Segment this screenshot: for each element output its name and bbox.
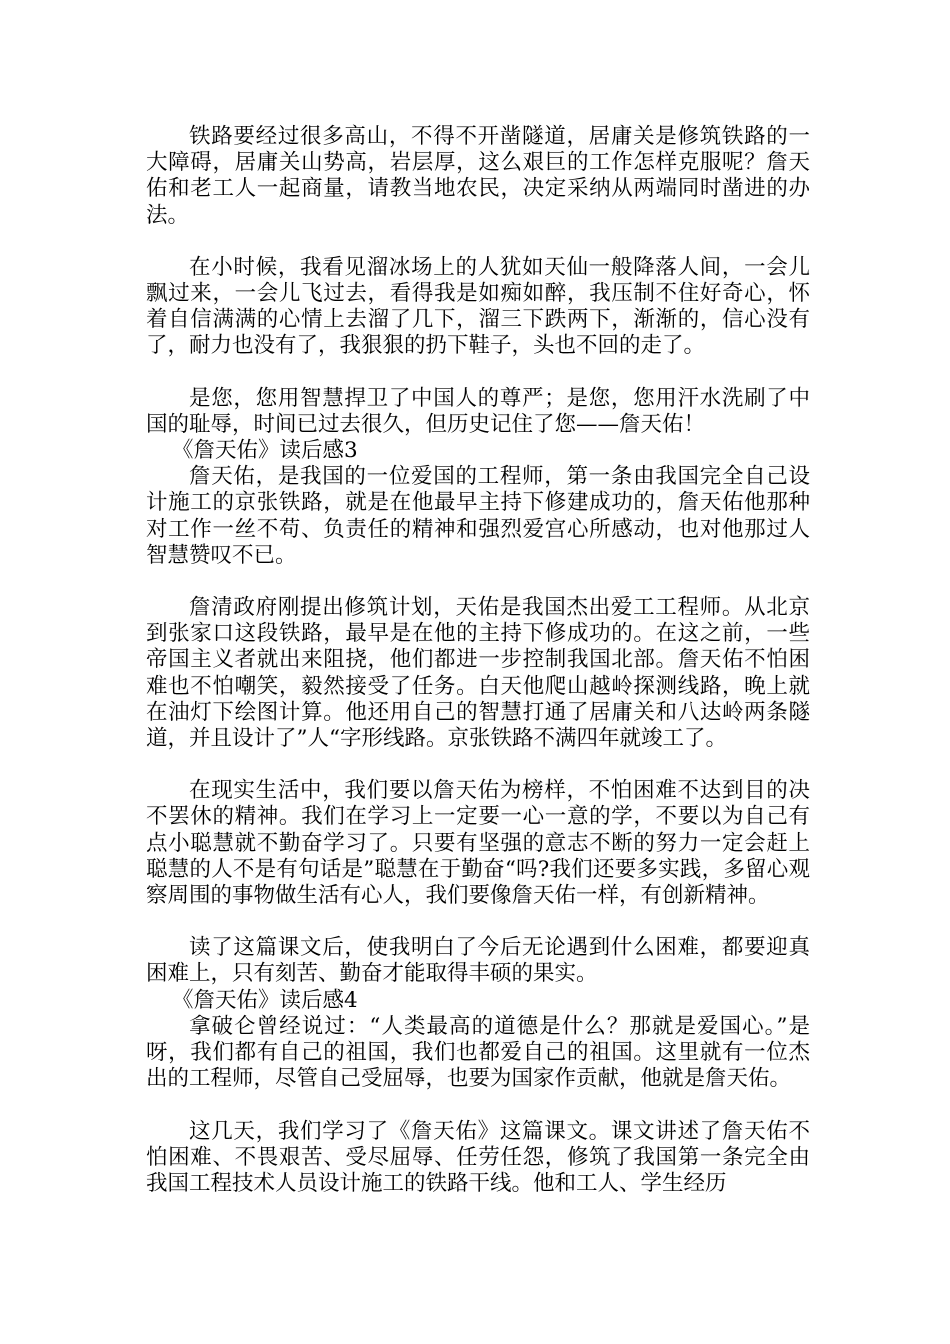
section-heading: 《詹天佑》读后感4 xyxy=(172,987,358,1013)
paragraph: 在现实生活中，我们要以詹天佑为榜样，不怕困难不达到目的决不罢休的精神。我们在学习上一定要一心一意的学，不要以为自己有点小聪慧就不勤奋学习了。只要有坚强的意志不断的努力一定会赶上聪慧的人不是有句话是”聪慧在于勤奋“吗?我们还要多实践，多留心观察周围的事物做生活有心人，我们要像詹天佑一样，有创新精神。 xyxy=(146,778,810,909)
paragraph-gap xyxy=(146,360,810,386)
paragraph-gap xyxy=(146,569,810,595)
paragraph: 詹天佑，是我国的一位爱国的工程师，第一条由我国完全自己设计施工的京张铁路，就是在他最早主持下修建成功的，詹天佑他那种对工作一丝不苟、负责任的精神和强烈爱宫心所感动，也对他那过人智慧赞叹不已。 xyxy=(146,464,810,568)
paragraph: 詹清政府刚提出修筑计划，天佑是我国杰出爱工工程师。从北京到张家口这段铁路，最早是在他的主持下修成功的。在这之前，一些帝国主义者就出来阻挠，他们都进一步控制我国北部。詹天佑不怕困难也不怕嘲笑，毅然接受了任务。白天他爬山越岭探测线路，晚上就在油灯下绘图计算。他还用自己的智慧打通了居庸关和八达岭两条隧道，并且设计了”人“字形线路。京张铁路不满四年就竣工了。 xyxy=(146,595,810,752)
paragraph: 铁路要经过很多高山，不得不开凿隧道，居庸关是修筑铁路的一大障碍，居庸关山势高，岩层厚，这么艰巨的工作怎样克服呢？詹天佑和老工人一起商量，请教当地农民，决定采纳从两端同时凿进的办法。 xyxy=(146,124,810,228)
paragraph-gap xyxy=(146,229,810,255)
document-body xyxy=(146,124,810,1197)
paragraph-gap xyxy=(146,752,810,778)
paragraph: 这几天，我们学习了《詹天佑》这篇课文。课文讲述了詹天佑不怕困难、不畏艰苦、受尽屈辱、任劳任怨，修筑了我国第一条完全由我国工程技术人员设计施工的铁路干线。他和工人、学生经历 xyxy=(146,1118,810,1196)
paragraph: 在小时候，我看见溜冰场上的人犹如天仙一般降落人间，一会儿飘过来，一会儿飞过去，看得我是如痴如醉，我压制不住好奇心，怀着自信满满的心情上去溜了几下，溜三下跌两下，渐渐的，信心没有了，耐力也没有了，我狠狠的扔下鞋子，头也不回的走了。 xyxy=(146,254,810,359)
section-heading: 《詹天佑》读后感3 xyxy=(172,438,358,464)
paragraph-gap xyxy=(146,909,810,935)
paragraph: 读了这篇课文后，使我明白了今后无论遇到什么困难，都要迎真困难上，只有刻苦、勤奋才能取得丰硕的果实。 xyxy=(146,935,810,987)
paragraph-gap xyxy=(146,1093,810,1119)
paragraph: 是您，您用智慧捍卫了中国人的尊严；是您，您用汗水洗刷了中国的耻辱，时间已过去很久，但历史记住了您——詹天佑！ xyxy=(146,385,810,437)
paragraph: 拿破仑曾经说过：“人类最高的道德是什么？那就是爱国心。”是呀，我们都有自己的祖国，我们也都爱自己的祖国。这里就有一位杰出的工程师，尽管自己受屈辱，也要为国家作贡献，他就是詹天佑。 xyxy=(146,1013,810,1092)
